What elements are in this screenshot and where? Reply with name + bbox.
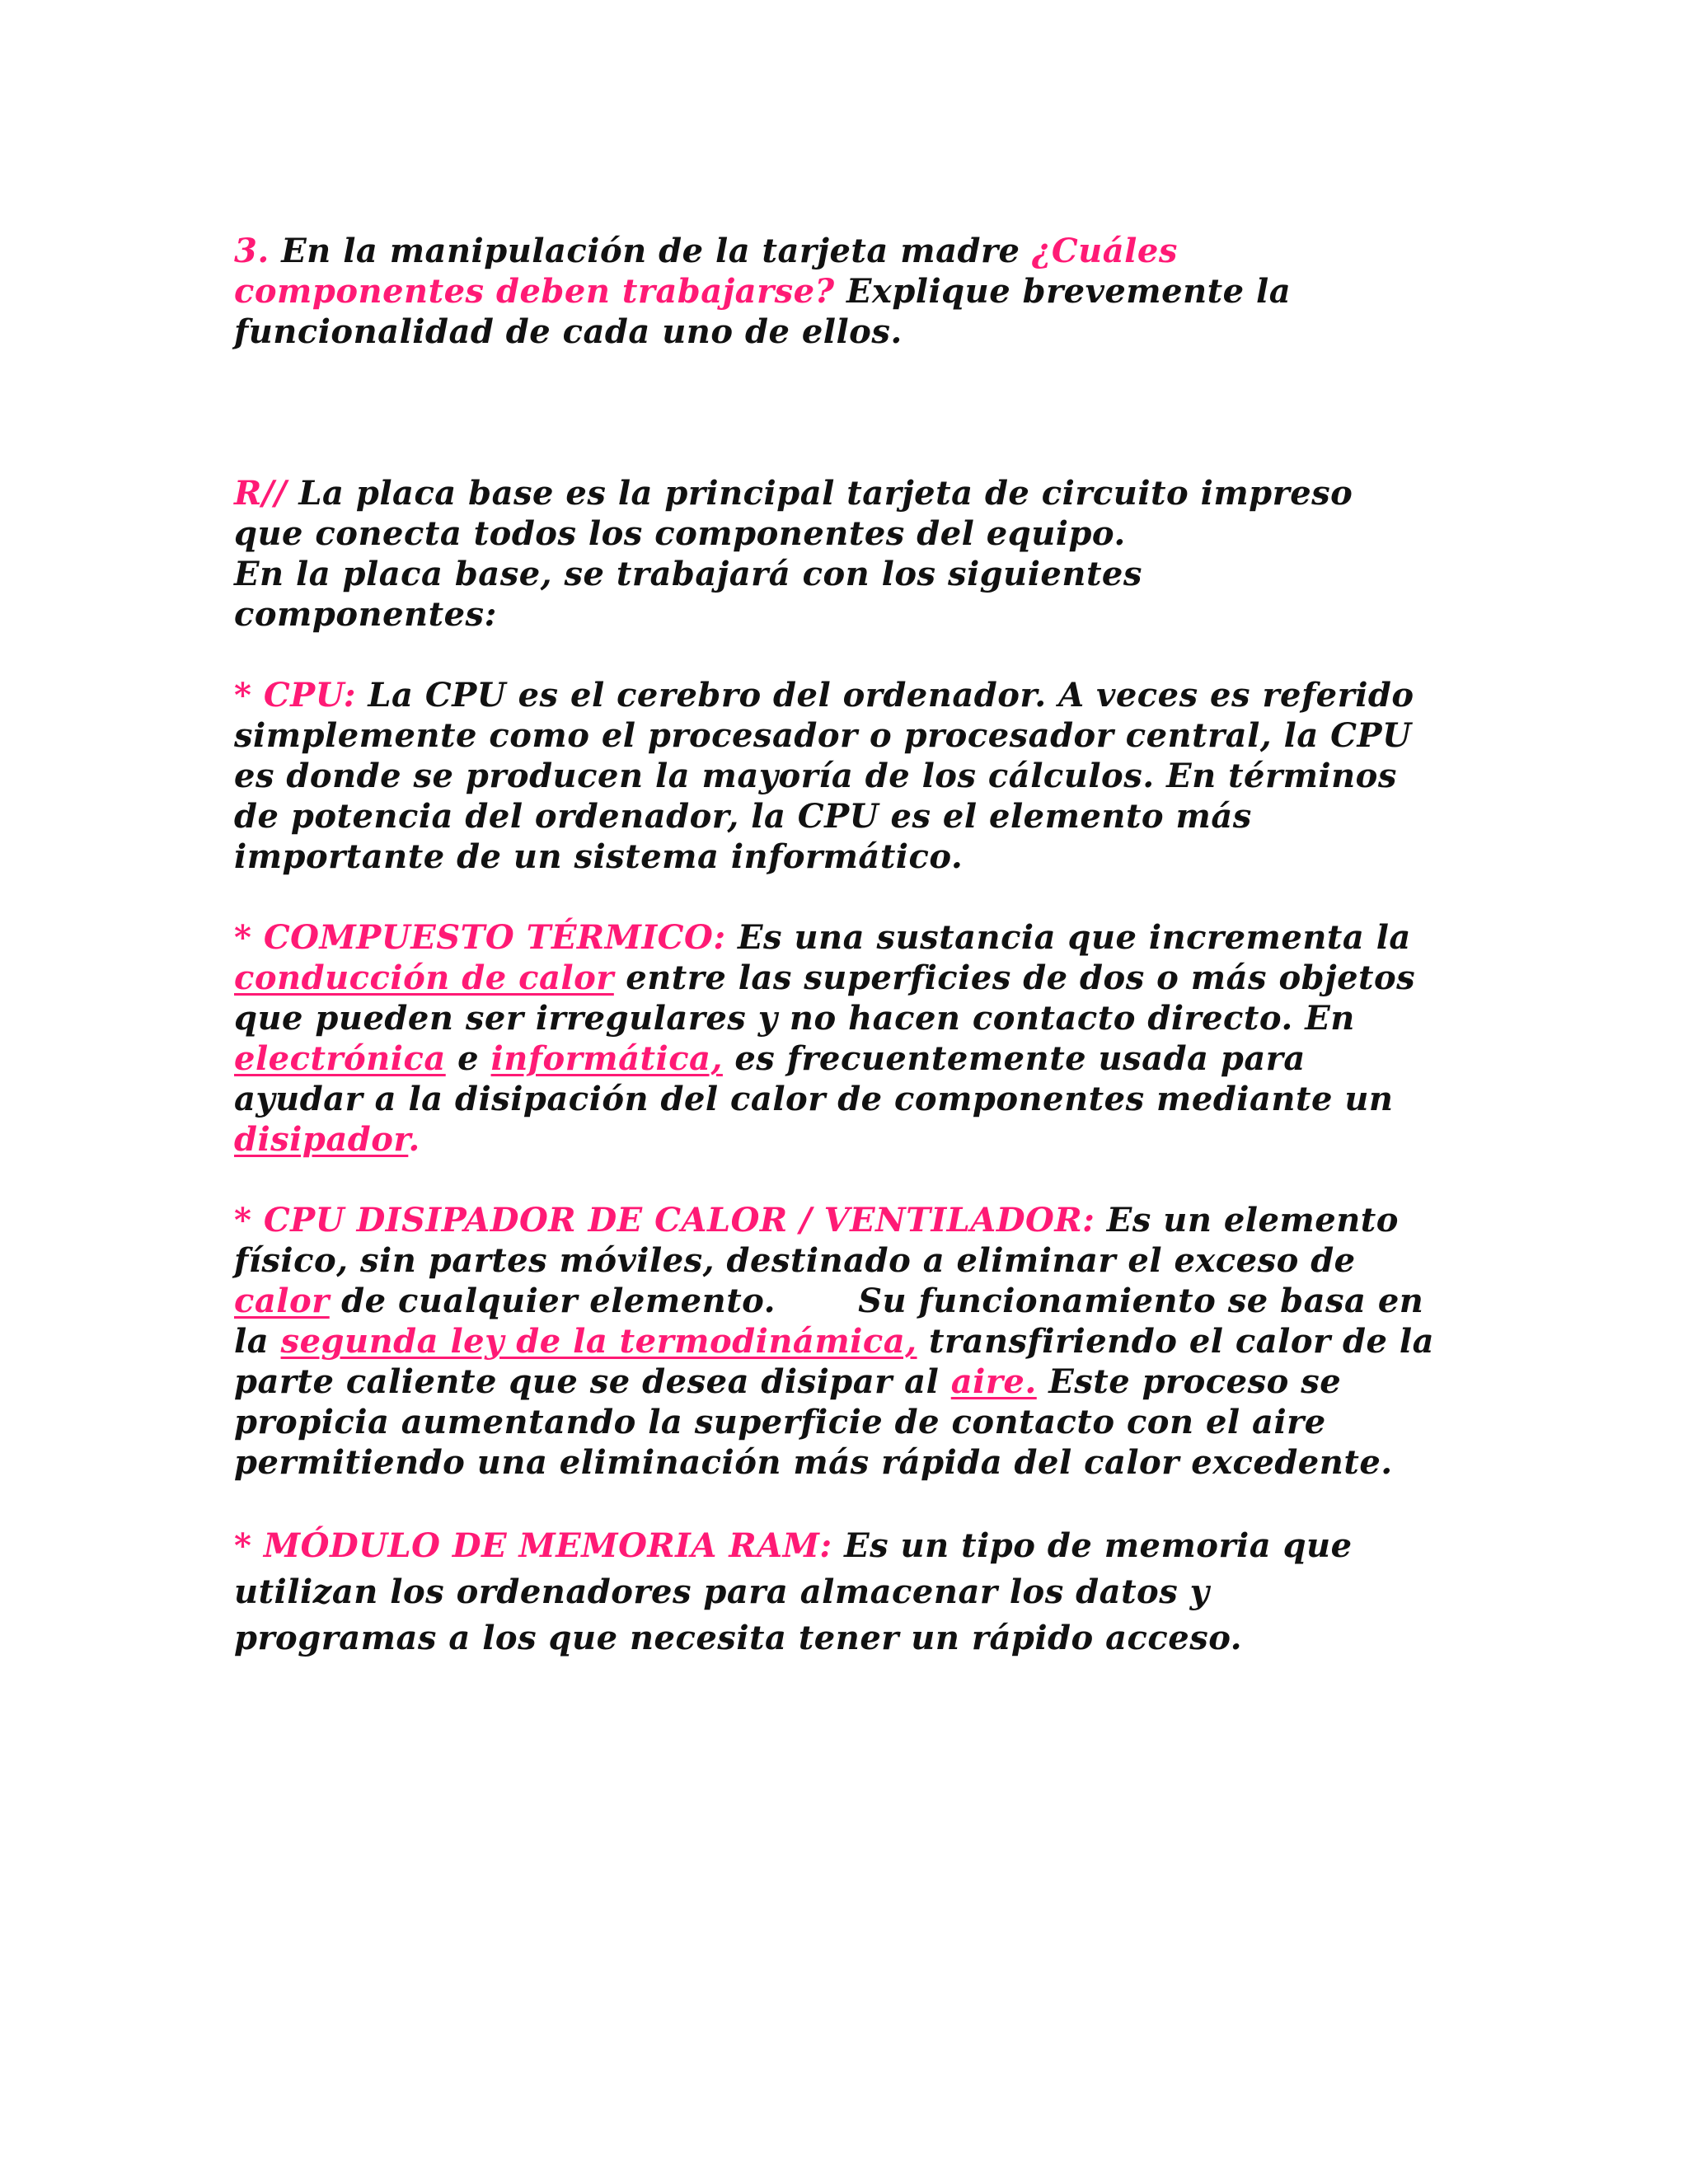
thermal-text-2: entre las superficies de dos o más objetos que pueden ser irregulares y no hacen contacto directo. En [234,958,1416,1038]
ram-paragraph [234,1523,1404,1661]
thermal-text-3: e [445,1039,491,1078]
thermal-text-5: . [408,1120,420,1159]
spacer [234,1483,1470,1523]
link-calor[interactable]: calor [234,1282,330,1320]
question-highlight: ¿Cuáles componentes deben trabajarse? [234,232,1178,311]
thermal-text-4: es frecuentemente usada para ayudar a la disipación del calor de componentes mediante un [234,1039,1394,1118]
heatsink-text-3: Su funcionamiento se basa en la [234,1282,1424,1361]
link-electronica[interactable]: electrónica [234,1039,446,1078]
thermal-label: * COMPUESTO TÉRMICO: [234,918,726,957]
link-disipador[interactable]: disipador [234,1120,409,1159]
spacer [234,352,1470,473]
answer-text: La placa base es la principal tarjeta de circuito impreso que conecta todos los componentes del equipo. [234,474,1353,553]
question-number: 3. [234,232,270,270]
spacer [234,1160,1470,1200]
heatsink-text-1: Es un elemento físico, sin partes móviles, destinado a eliminar el exceso de [234,1201,1399,1280]
spacer [234,635,1470,675]
cpu-label: * CPU: [234,676,356,715]
link-informatica[interactable]: informática, [490,1039,723,1078]
thermal-paragraph [234,917,1446,1160]
heatsink-text-2: de cualquier elemento. [329,1282,776,1320]
answer-text-2: En la placa base, se trabajará con los siguientes componentes: [234,555,1142,634]
question-paragraph [234,231,1404,352]
answer-prefix: R// [234,474,287,513]
thermal-text-1: Es una sustancia que incrementa la [725,918,1411,957]
document-page [234,231,1470,1661]
ram-label: * MÓDULO DE MEMORIA RAM: [234,1526,832,1565]
cpu-text: La CPU es el cerebro del ordenador. A veces es referido simplemente como el procesador o procesador central, la CPU es donde se producen la mayoría de los cálculos. En términos de potencia del ordenador, la CPU es el elemento más importante de un sistema informático. [234,676,1414,876]
heatsink-text-5: Este proceso se propicia aumentando la superficie de contacto con el aire permitiendo una eliminación más rápida del calor excedente. [234,1362,1393,1482]
link-aire[interactable]: aire. [950,1362,1037,1401]
cpu-paragraph [234,675,1421,877]
heatsink-label: * CPU DISIPADOR DE CALOR / VENTILADOR: [234,1201,1095,1240]
heatsink-text-4: transfiriendo el calor de la parte caliente que se desea disipar al [234,1322,1434,1401]
spacer [234,877,1470,917]
question-rest: Explique brevemente la funcionalidad de cada uno de ellos. [234,272,1292,351]
question-intro: En la manipulación de la tarjeta madre [269,232,1032,270]
heatsink-paragraph [234,1200,1437,1483]
link-segunda-ley-termodinamica[interactable]: segunda ley de la termodinámica, [280,1322,917,1361]
link-conduccion-de-calor[interactable]: conducción de calor [234,958,614,997]
ram-text: Es un tipo de memoria que utilizan los ordenadores para almacenar los datos y programas a los que necesita tener un rápido acceso. [234,1526,1353,1657]
answer-paragraph [234,473,1372,635]
